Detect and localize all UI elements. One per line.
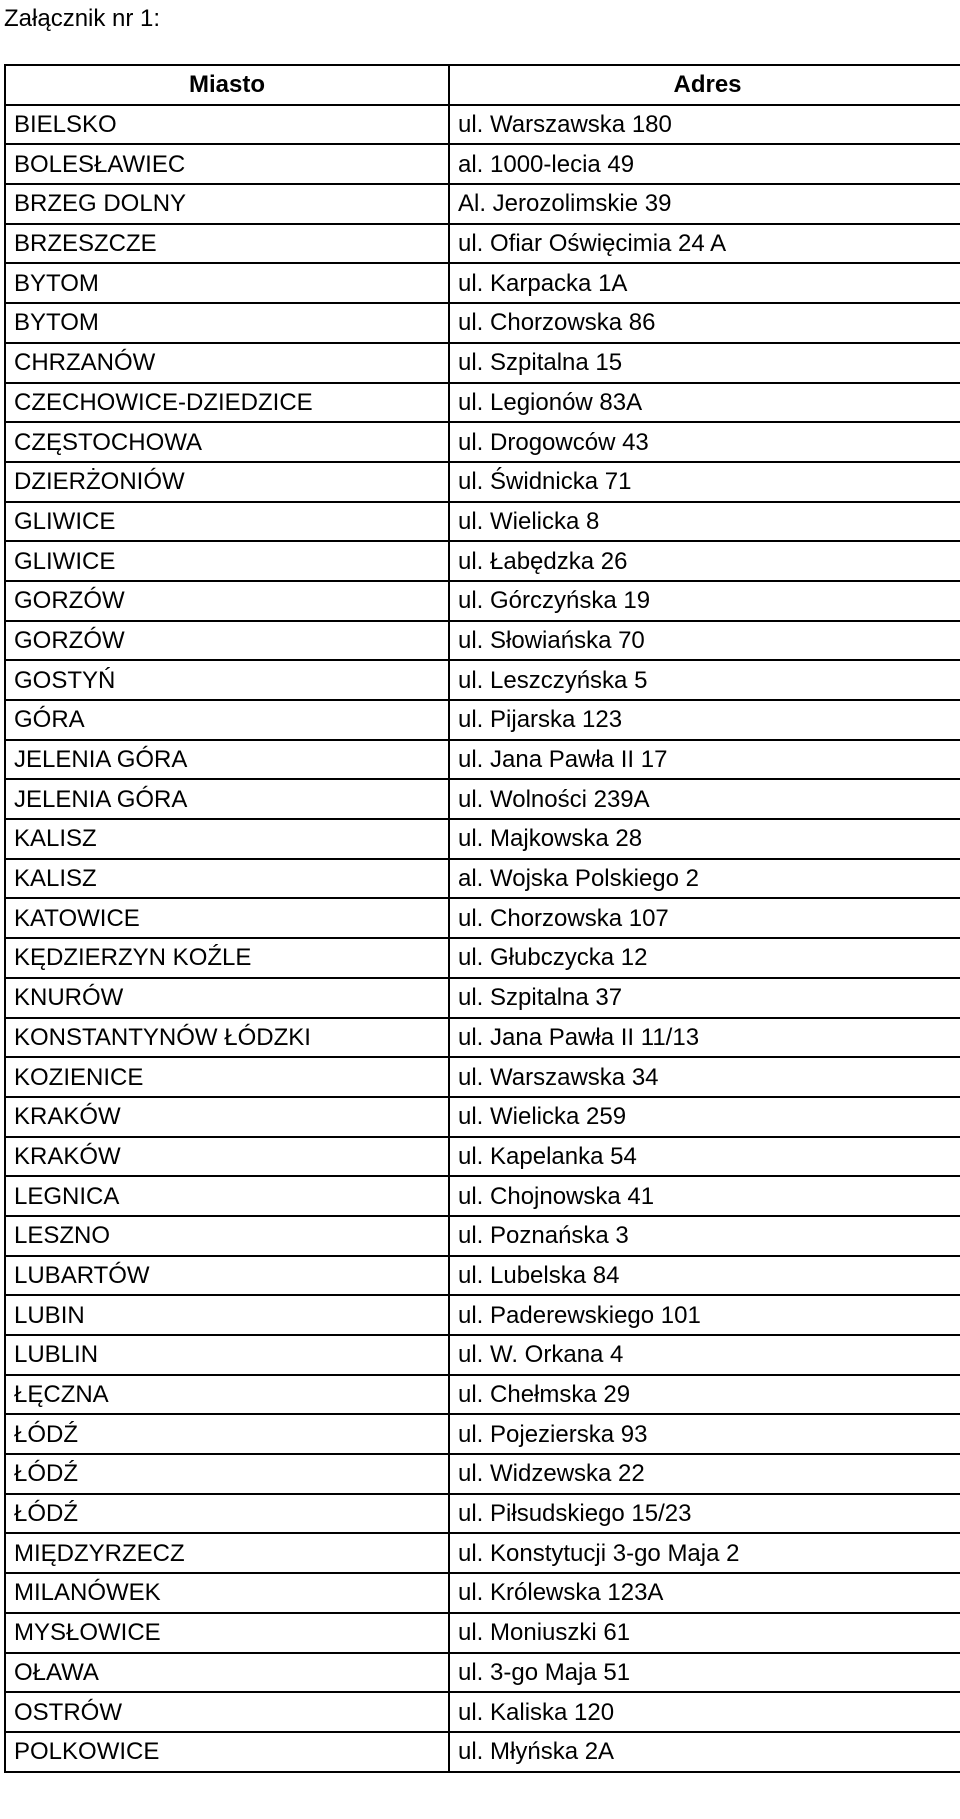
table-row: [5, 859, 960, 899]
address-cell: ul. Świdnicka 71: [449, 462, 960, 502]
table-row: [5, 1295, 960, 1335]
table-row: [5, 938, 960, 978]
table-row: [5, 541, 960, 581]
table-row: [5, 383, 960, 423]
table-row: [5, 422, 960, 462]
header-address: Adres: [449, 65, 960, 105]
city-cell: KOZIENICE: [5, 1057, 449, 1097]
table-row: [5, 1494, 960, 1534]
city-cell: BRZEG DOLNY: [5, 184, 449, 224]
address-cell: ul. Warszawska 180: [449, 105, 960, 145]
table-row: [5, 1097, 960, 1137]
city-cell: JELENIA GÓRA: [5, 779, 449, 819]
address-cell: ul. Widzewska 22: [449, 1454, 960, 1494]
table-row: [5, 1653, 960, 1693]
table-row: [5, 1137, 960, 1177]
address-cell: ul. Konstytucji 3-go Maja 2: [449, 1533, 960, 1573]
city-cell: ŁĘCZNA: [5, 1375, 449, 1415]
city-cell: ŁÓDŹ: [5, 1414, 449, 1454]
table-row: [5, 1057, 960, 1097]
address-cell: ul. Karpacka 1A: [449, 263, 960, 303]
table-row: [5, 343, 960, 383]
city-cell: KĘDZIERZYN KOŹLE: [5, 938, 449, 978]
address-cell: ul. Legionów 83A: [449, 383, 960, 423]
address-cell: ul. Kaliska 120: [449, 1692, 960, 1732]
table-row: [5, 144, 960, 184]
table-row: [5, 1573, 960, 1613]
address-cell: ul. Wielicka 259: [449, 1097, 960, 1137]
city-cell: GLIWICE: [5, 502, 449, 542]
city-cell: KONSTANTYNÓW ŁÓDZKI: [5, 1018, 449, 1058]
city-cell: GÓRA: [5, 700, 449, 740]
city-cell: CZECHOWICE-DZIEDZICE: [5, 383, 449, 423]
city-cell: LEGNICA: [5, 1176, 449, 1216]
city-cell: POLKOWICE: [5, 1732, 449, 1772]
city-cell: KRAKÓW: [5, 1137, 449, 1177]
table-row: [5, 303, 960, 343]
document-title: Załącznik nr 1:: [4, 5, 161, 32]
city-cell: GLIWICE: [5, 541, 449, 581]
table-row: [5, 621, 960, 661]
address-cell: ul. Drogowców 43: [449, 422, 960, 462]
city-cell: LUBLIN: [5, 1335, 449, 1375]
address-cell: ul. Chełmska 29: [449, 1375, 960, 1415]
address-cell: ul. Paderewskiego 101: [449, 1295, 960, 1335]
address-cell: ul. Moniuszki 61: [449, 1613, 960, 1653]
city-cell: BIELSKO: [5, 105, 449, 145]
address-cell: ul. Lubelska 84: [449, 1256, 960, 1296]
city-cell: KALISZ: [5, 819, 449, 859]
table-row: [5, 978, 960, 1018]
address-cell: ul. Kapelanka 54: [449, 1137, 960, 1177]
city-cell: BRZESZCZE: [5, 224, 449, 264]
city-cell: BOLESŁAWIEC: [5, 144, 449, 184]
table-row: [5, 819, 960, 859]
address-cell: ul. Szpitalna 37: [449, 978, 960, 1018]
address-cell: ul. Chojnowska 41: [449, 1176, 960, 1216]
address-cell: ul. Wolności 239A: [449, 779, 960, 819]
city-cell: GOSTYŃ: [5, 660, 449, 700]
table-row: [5, 1335, 960, 1375]
address-cell: ul. Ofiar Oświęcimia 24 A: [449, 224, 960, 264]
city-cell: GORZÓW: [5, 581, 449, 621]
address-cell: ul. W. Orkana 4: [449, 1335, 960, 1375]
table-row: [5, 1176, 960, 1216]
city-cell: LESZNO: [5, 1216, 449, 1256]
city-cell: KATOWICE: [5, 898, 449, 938]
address-cell: ul. Wielicka 8: [449, 502, 960, 542]
city-cell: ŁÓDŹ: [5, 1494, 449, 1534]
address-cell: ul. Pijarska 123: [449, 700, 960, 740]
city-cell: MIĘDZYRZECZ: [5, 1533, 449, 1573]
address-cell: ul. Majkowska 28: [449, 819, 960, 859]
table-row: [5, 1375, 960, 1415]
address-cell: ul. Młyńska 2A: [449, 1732, 960, 1772]
table-row: [5, 462, 960, 502]
city-cell: ŁÓDŹ: [5, 1454, 449, 1494]
city-cell: MILANÓWEK: [5, 1573, 449, 1613]
address-cell: ul. Łabędzka 26: [449, 541, 960, 581]
table-row: [5, 1613, 960, 1653]
table-header-row: [5, 65, 960, 105]
city-cell: KNURÓW: [5, 978, 449, 1018]
table-row: [5, 1533, 960, 1573]
address-cell: ul. Głubczycka 12: [449, 938, 960, 978]
city-cell: BYTOM: [5, 303, 449, 343]
city-cell: OSTRÓW: [5, 1692, 449, 1732]
table-row: [5, 700, 960, 740]
table-row: [5, 581, 960, 621]
address-cell: ul. Słowiańska 70: [449, 621, 960, 661]
table-row: [5, 1414, 960, 1454]
table-row: [5, 1692, 960, 1732]
address-cell: ul. Królewska 123A: [449, 1573, 960, 1613]
address-cell: ul. Leszczyńska 5: [449, 660, 960, 700]
address-cell: ul. 3-go Maja 51: [449, 1653, 960, 1693]
city-cell: DZIERŻONIÓW: [5, 462, 449, 502]
address-cell: ul. Chorzowska 86: [449, 303, 960, 343]
city-cell: KRAKÓW: [5, 1097, 449, 1137]
address-cell: al. Wojska Polskiego 2: [449, 859, 960, 899]
city-cell: CZĘSTOCHOWA: [5, 422, 449, 462]
city-cell: OŁAWA: [5, 1653, 449, 1693]
table-body: [5, 105, 960, 1772]
address-cell: ul. Szpitalna 15: [449, 343, 960, 383]
table-row: [5, 224, 960, 264]
table-row: [5, 1454, 960, 1494]
table-row: [5, 898, 960, 938]
table-row: [5, 740, 960, 780]
table-row: [5, 184, 960, 224]
address-cell: ul. Pojezierska 93: [449, 1414, 960, 1454]
address-cell: ul. Poznańska 3: [449, 1216, 960, 1256]
table-row: [5, 105, 960, 145]
table-row: [5, 1216, 960, 1256]
table-row: [5, 1018, 960, 1058]
header-city: Miasto: [5, 65, 449, 105]
address-cell: Al. Jerozolimskie 39: [449, 184, 960, 224]
city-cell: MYSŁOWICE: [5, 1613, 449, 1653]
table-row: [5, 263, 960, 303]
table-row: [5, 779, 960, 819]
address-cell: ul. Piłsudskiego 15/23: [449, 1494, 960, 1534]
table-row: [5, 1732, 960, 1772]
city-cell: LUBIN: [5, 1295, 449, 1335]
city-cell: LUBARTÓW: [5, 1256, 449, 1296]
table-row: [5, 502, 960, 542]
city-cell: KALISZ: [5, 859, 449, 899]
city-cell: CHRZANÓW: [5, 343, 449, 383]
address-cell: ul. Górczyńska 19: [449, 581, 960, 621]
city-cell: BYTOM: [5, 263, 449, 303]
city-cell: GORZÓW: [5, 621, 449, 661]
address-cell: ul. Jana Pawła II 11/13: [449, 1018, 960, 1058]
table-row: [5, 1256, 960, 1296]
table-row: [5, 660, 960, 700]
address-cell: ul. Jana Pawła II 17: [449, 740, 960, 780]
address-cell: ul. Warszawska 34: [449, 1057, 960, 1097]
address-cell: ul. Chorzowska 107: [449, 898, 960, 938]
address-table: [4, 64, 960, 1773]
city-cell: JELENIA GÓRA: [5, 740, 449, 780]
address-cell: al. 1000-lecia 49: [449, 144, 960, 184]
